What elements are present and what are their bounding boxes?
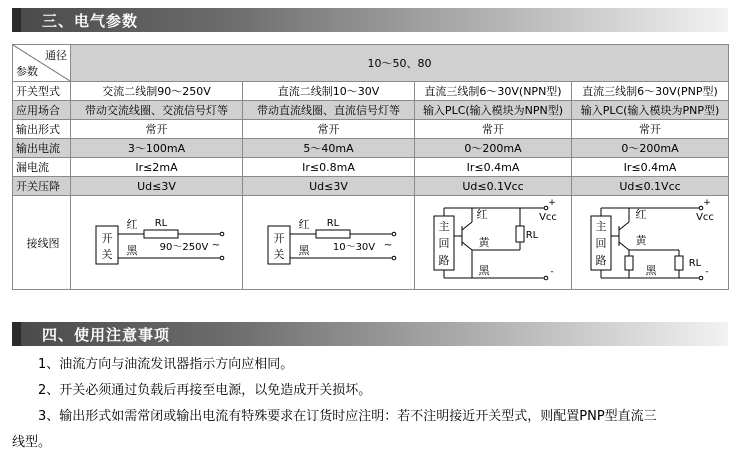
table-row [13,82,729,101]
note-item: 2、开关必须通过负载后再接至电源，以免造成开关损坏。 [38,383,372,398]
row-label: 应用场合 [13,101,71,120]
section-header-electrical [12,8,728,32]
row-label: 接线图 [13,196,71,290]
plus-label: + [547,198,556,208]
table-header-row [13,45,729,82]
supply-label: 90～250V [159,242,208,253]
wiring-row [13,196,729,290]
tilde-label: ~ [383,240,392,251]
main-circuit-label: 回 [595,237,606,250]
table-cell: 0～200mA [415,139,572,158]
table-cell: 5～40mA [243,139,415,158]
circuit-npn [416,196,571,286]
wire-red-label: 红 [298,218,309,231]
usage-notes [0,352,742,456]
wiring-diagram-npn [415,196,572,290]
table-row [13,158,729,177]
plus-label: + [702,198,711,208]
switch-label-bottom: 关 [101,248,112,261]
circuit-ac [72,196,242,286]
row-label: 开关型式 [13,82,71,101]
load-label: RL [326,218,339,229]
table-cell: 常开 [71,120,243,139]
diameter-value: 10～50、80 [71,45,729,82]
diagonal-header-cell [13,45,71,82]
main-circuit-label: 主 [438,220,449,233]
main-circuit-label: 回 [438,237,449,250]
circuit-pnp [573,196,728,286]
row-label: 输出形式 [13,120,71,139]
main-circuit-label: 路 [595,254,606,267]
header-param-label: 参数 [16,65,38,78]
wire-black-label: 黑 [298,244,309,257]
table-cell: Ⅰr≤2mA [71,158,243,177]
load-label: RL [154,218,167,229]
table-cell: 带动交流线圈、交流信号灯等 [71,101,243,120]
note-item: 1、油流方向与油流发讯器指示方向应相同。 [38,357,294,372]
table-cell: Ⅰr≤0.8mA [243,158,415,177]
table-row [13,139,729,158]
header-bar [12,8,21,32]
table-cell: Ⅰr≤0.4mA [415,158,572,177]
wire-yellow-label: 黄 [635,234,646,247]
row-label: 输出电流 [13,139,71,158]
switch-label-top: 开 [273,232,284,245]
table-row [13,101,729,120]
wire-red-label: 红 [126,218,137,231]
wiring-diagram-dc [243,196,415,290]
table-cell: 常开 [572,120,729,139]
table-cell: 直流三线制6～30V(NPN型) [415,82,572,101]
wire-black-label: 黑 [478,264,489,277]
circuit-dc [244,196,414,286]
table-cell: 0～200mA [572,139,729,158]
supply-label: 10～30V [332,242,375,253]
note-item-continuation: 线型。 [12,435,52,450]
main-circuit-label: 路 [438,254,449,267]
wire-black-label: 黑 [645,264,656,277]
table-cell: Ud≤3V [71,177,243,196]
table-cell: 3～100mA [71,139,243,158]
switch-label-bottom: 关 [273,248,284,261]
section-title: 四、使用注意事项 [42,326,171,344]
vcc-label: Vcc [538,212,557,223]
table-cell: 交流二线制90～250V [71,82,243,101]
tilde-label: ~ [211,240,220,251]
note-item: 3、输出形式如需常闭或输出电流有特殊要求在订货时应注明：若不注明接近开关型式，则配置PNP型直流三 [38,409,657,424]
table-cell: Ud≤0.1Vcc [572,177,729,196]
header-bar [12,322,21,346]
wire-red-label: 红 [476,208,487,221]
load-label: RL [688,258,701,269]
table-cell: 常开 [415,120,572,139]
table-row [13,120,729,139]
electrical-params-table [12,44,729,290]
table-cell: 常开 [243,120,415,139]
table-cell: 输入PLC(输入模块为PNP型) [572,101,729,120]
table-cell: 带动直流线圈、直流信号灯等 [243,101,415,120]
table-cell: Ud≤0.1Vcc [415,177,572,196]
wire-yellow-label: 黄 [478,236,489,249]
main-circuit-label: 主 [595,220,606,233]
vcc-label: Vcc [695,212,714,223]
table-cell: 输入PLC(输入模块为NPN型) [415,101,572,120]
table-cell: 直流三线制6～30V(PNP型) [572,82,729,101]
minus-label: - [549,267,554,277]
wiring-diagram-ac [71,196,243,290]
wiring-diagram-pnp [572,196,729,290]
load-label: RL [525,230,538,241]
table-cell: Ⅰr≤0.4mA [572,158,729,177]
table-row [13,177,729,196]
section-title: 三、电气参数 [42,12,139,30]
row-label: 漏电流 [13,158,71,177]
header-diameter-label: 通径 [45,49,67,62]
section-header-notes [12,322,728,346]
wire-black-label: 黑 [126,244,137,257]
table-cell: 直流二线制10～30V [243,82,415,101]
minus-label: - [704,267,709,277]
switch-label-top: 开 [101,232,112,245]
table-cell: Ud≤3V [243,177,415,196]
wire-red-label: 红 [635,208,646,221]
row-label: 开关压降 [13,177,71,196]
